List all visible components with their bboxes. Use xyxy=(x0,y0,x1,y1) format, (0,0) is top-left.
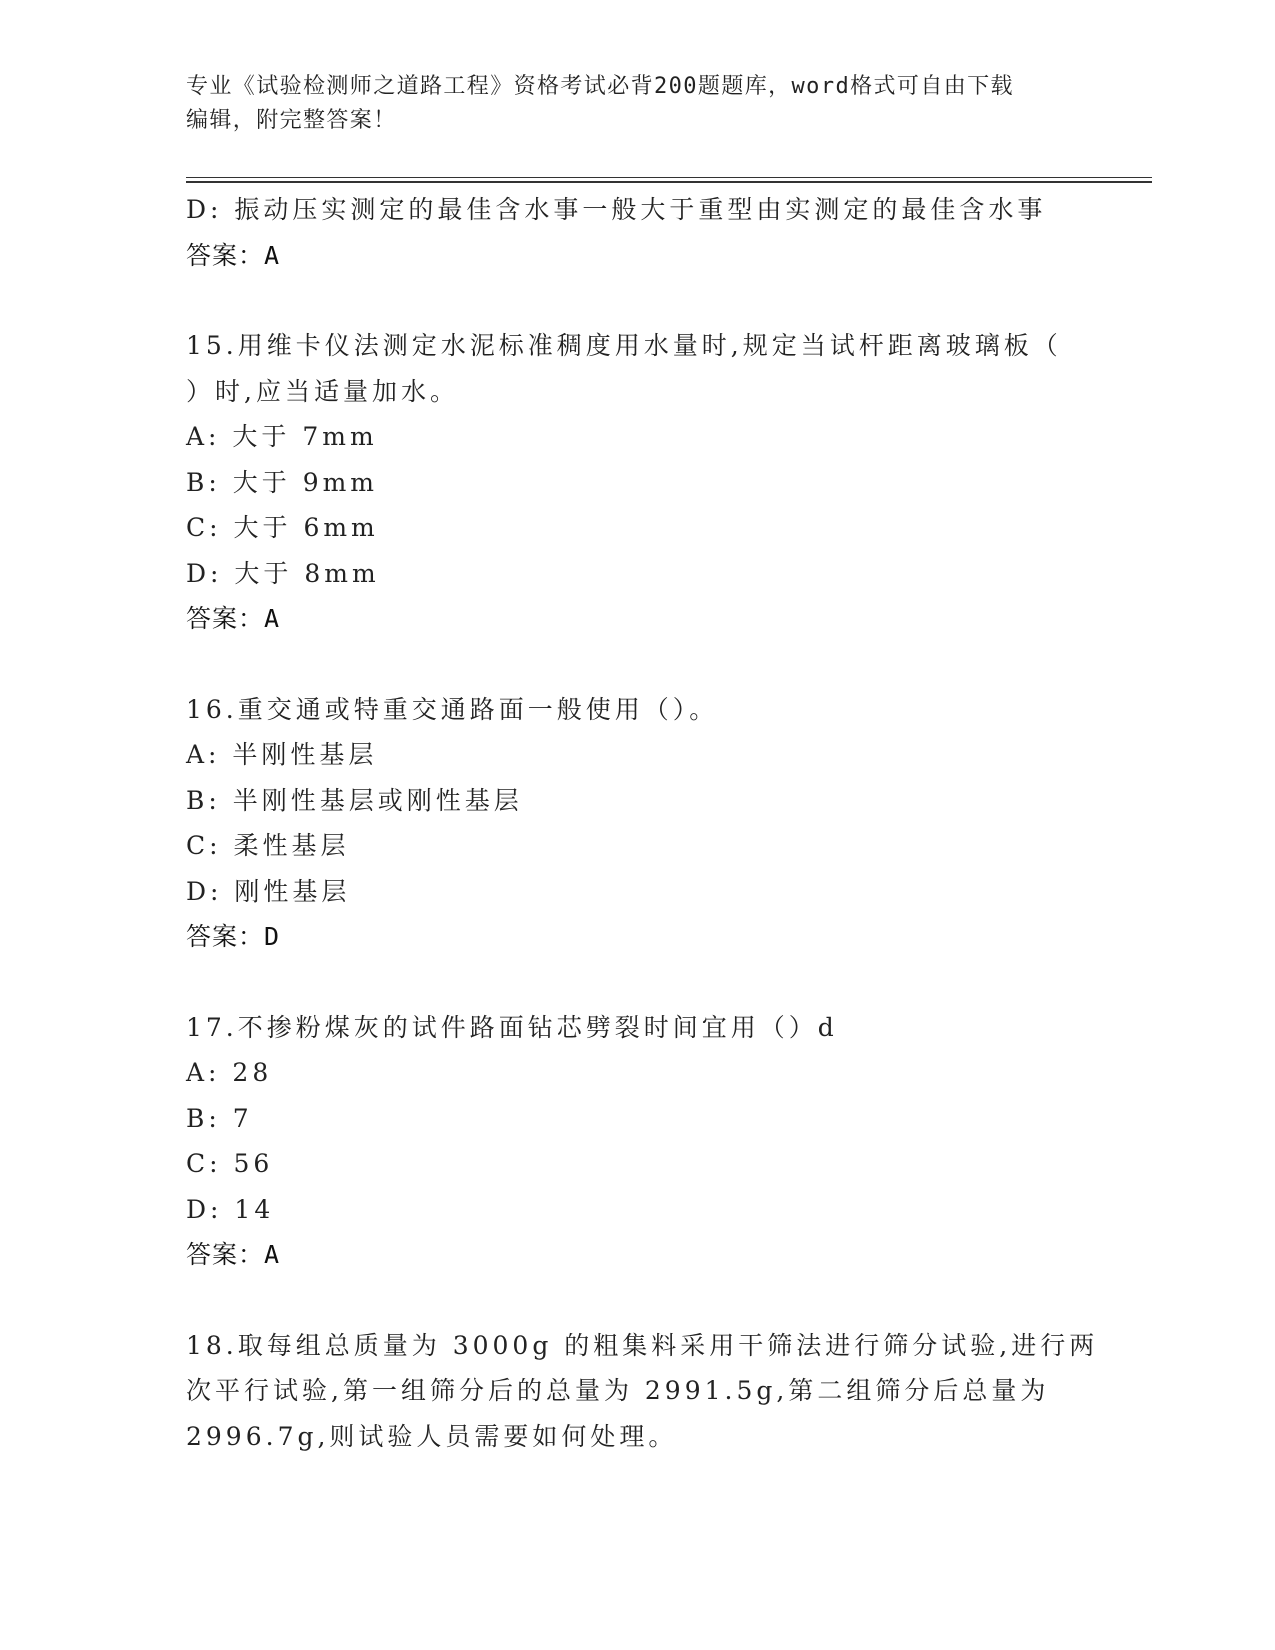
spacer xyxy=(186,960,1146,1005)
question-17 xyxy=(186,1005,1146,1278)
question-16-answer: 答案：D xyxy=(186,922,281,951)
question-15 xyxy=(186,323,1146,642)
question-14-answer: 答案：A xyxy=(186,240,281,270)
question-15-stem-line-1: 15.用维卡仪法测定水泥标准稠度用水量时,规定当试杆距离玻璃板（ xyxy=(186,331,1062,360)
header-divider-thin xyxy=(186,177,1152,178)
question-15-answer: 答案：A xyxy=(186,604,281,633)
question-16-stem-line-1: 16.重交通或特重交通路面一般使用（）。 xyxy=(186,694,719,724)
question-16-option-d: D: 刚性基层 xyxy=(186,876,351,906)
spacer xyxy=(186,278,1146,323)
question-14 xyxy=(186,187,1146,278)
question-16-option-a: A: 半刚性基层 xyxy=(186,740,378,769)
question-17-stem-line-1: 17.不掺粉煤灰的试件路面钻芯劈裂时间宜用（）d xyxy=(186,1012,838,1042)
question-15-option-c: C: 大于 6mm xyxy=(186,513,379,542)
question-17-answer: 答案：A xyxy=(186,1240,281,1269)
header-title-line-1: 专业《试验检测师之道路工程》资格考试必背200题题库，word格式可自由下载 xyxy=(186,74,1014,99)
question-18-stem-line-1: 18.取每组总质量为 3000g 的粗集料采用干筛法进行筛分试验,进行两 xyxy=(186,1330,1099,1360)
header-divider-thick xyxy=(186,181,1152,183)
question-18-stem-line-2: 次平行试验,第一组筛分后的总量为 2991.5g,第二组筛分后总量为 xyxy=(186,1376,1050,1405)
question-16-option-b: B: 半刚性基层或刚性基层 xyxy=(186,785,523,815)
question-17-option-d: D: 14 xyxy=(186,1194,275,1224)
header-title-line-2: 编辑，附完整答案！ xyxy=(186,108,397,133)
question-18-stem-line-3: 2996.7g,则试验人员需要如何处理。 xyxy=(186,1421,678,1451)
question-15-option-a: A: 大于 7mm xyxy=(186,422,378,451)
spacer xyxy=(186,1278,1146,1323)
question-15-stem-line-2: ）时,应当适量加水。 xyxy=(186,376,459,406)
question-16 xyxy=(186,687,1146,960)
question-17-option-a: A: 28 xyxy=(186,1058,273,1087)
question-18 xyxy=(186,1323,1146,1460)
spacer xyxy=(186,642,1146,687)
question-14-option-d: D: 振动压实测定的最佳含水事一般大于重型由实测定的最佳含水事 xyxy=(186,195,1047,224)
question-list xyxy=(186,187,1146,1459)
question-15-option-d: D: 大于 8mm xyxy=(186,558,380,588)
question-17-option-c: C: 56 xyxy=(186,1149,274,1178)
question-15-option-b: B: 大于 9mm xyxy=(186,467,379,497)
document-header xyxy=(186,70,1086,138)
question-17-option-b: B: 7 xyxy=(186,1103,253,1133)
question-16-option-c: C: 柔性基层 xyxy=(186,831,350,860)
